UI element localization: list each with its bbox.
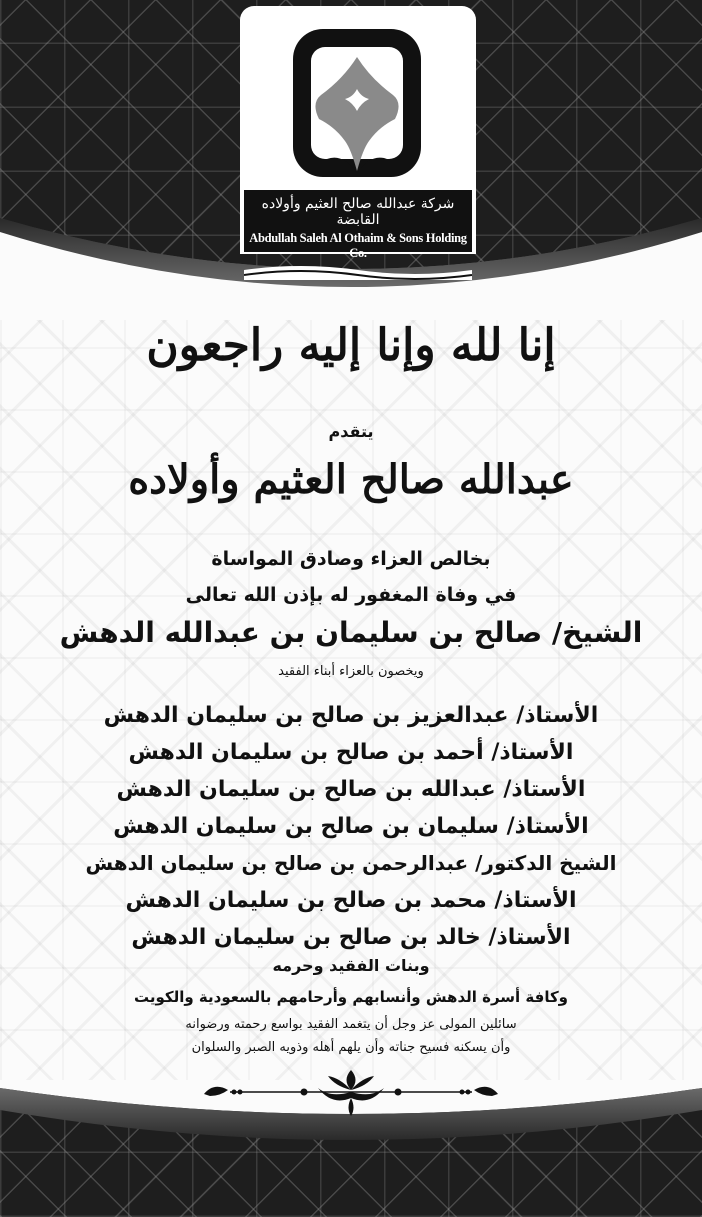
wave-icon bbox=[244, 262, 472, 280]
son-item: الأستاذ/ عبدالعزيز بن صالح بن سليمان الدهش bbox=[103, 703, 599, 728]
son-item: الأستاذ/ محمد بن صالح بن سليمان الدهش bbox=[125, 888, 577, 913]
sender-name: عبدالله صالح العثيم وأولاده bbox=[128, 456, 574, 503]
company-name-en: Abdullah Saleh Al Othaim & Sons Holding Co. bbox=[249, 231, 467, 260]
floral-divider-icon bbox=[200, 1068, 502, 1118]
company-name-ar: شركة عبدالله صالح العثيم وأولاده القابضة bbox=[261, 196, 455, 228]
company-logo-card bbox=[240, 6, 476, 260]
specifically-label: ويخصون بالعزاء أبناء الفقيد bbox=[278, 664, 424, 679]
son-item: الشيخ الدكتور/ عبدالرحمن بن صالح بن سليمان الدهش bbox=[85, 851, 617, 875]
company-name-banner bbox=[244, 190, 472, 260]
son-item: الأستاذ/ سليمان بن صالح بن سليمان الدهش bbox=[113, 814, 589, 839]
condolence-line-2: في وفاة المغفور له بإذن الله تعالى bbox=[185, 584, 517, 606]
deceased-name: الشيخ/ صالح بن سليمان بن عبدالله الدهش bbox=[59, 616, 643, 649]
prayer-line-2: وأن يسكنه فسيح جناته وأن يلهم أهله وذويه الصبر والسلوان bbox=[191, 1040, 511, 1055]
prayer-line-1: سائلين المولى عز وجل أن يتغمد الفقيد بواسع رحمته ورضوانه bbox=[185, 1017, 517, 1032]
family-line: وكافة أسرة الدهش وأنسابهم وأرحامهم بالسعودية والكويت bbox=[133, 988, 569, 1006]
condolence-line-1: بخالص العزاء وصادق المواساة bbox=[211, 548, 491, 570]
son-item: الأستاذ/ عبدالله بن صالح بن سليمان الدهش bbox=[116, 777, 586, 802]
othaim-logo-icon bbox=[287, 23, 427, 183]
daughters-wife-line: وبنات الفقيد وحرمه bbox=[272, 956, 430, 975]
son-item: الأستاذ/ أحمد بن صالح بن سليمان الدهش bbox=[128, 740, 574, 765]
son-item: الأستاذ/ خالد بن صالح بن سليمان الدهش bbox=[131, 925, 571, 950]
verse-heading: إنا لله وإنا إليه راجعون bbox=[146, 320, 556, 371]
presents-label: يتقدم bbox=[328, 422, 374, 441]
